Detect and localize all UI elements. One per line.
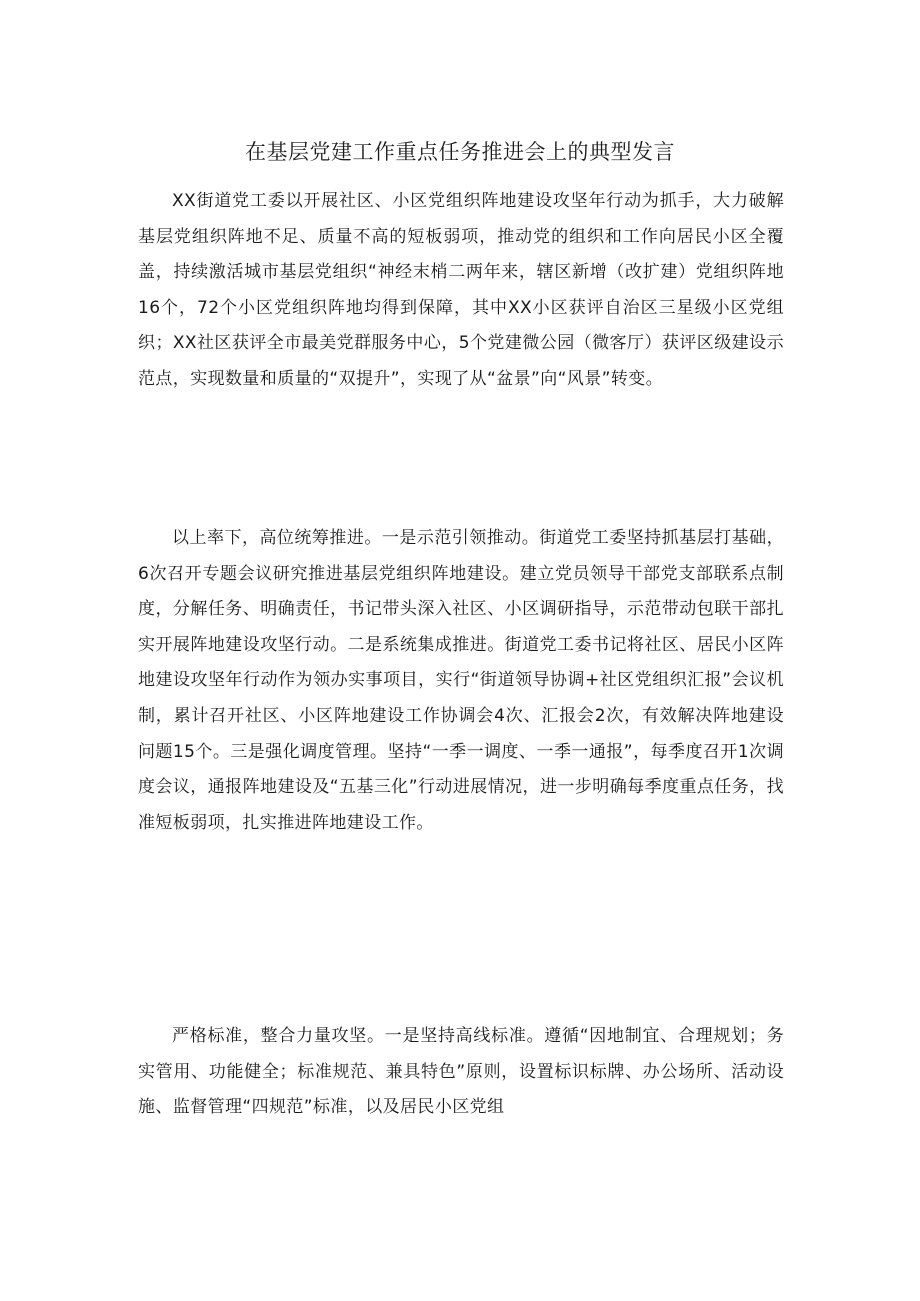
paragraph-intro: XX街道党工委以开展社区、小区党组织阵地建设攻坚年行动为抓手，大力破解基层党组织阵地不足、质量不高的短板弱项，推动党的组织和工作向居民小区全覆盖，持续激活城市基层党组织“神经末梢二两年来，辖区新增（改扩建）党组织阵地16个，72个小区党组织阵地均得到保障，其中XX小区获评自治区三星级小区党组织；XX社区获评全市最美党群服务中心，5个党建微公园（微客厅）获评区级建设示范点，实现数量和质量的“双提升”，实现了从“盆景”向“风景”转变。 — [138, 191, 784, 389]
document-title: 在基层党建工作重点任务推进会上的典型发言 — [245, 140, 675, 164]
paragraph-leadership: 以上率下，高位统筹推进。一是示范引领推动。街道党工委坚持抓基层打基础，6次召开专题会议研究推进基层党组织阵地建设。建立党员领导干部党支部联系点制度，分解任务、明确责任，书记带头深入社区、小区调研指导，示范带动包联干部扎实开展阵地建设攻坚行动。二是系统集成推进。街道党工委书记将社区、居民小区阵地建设攻坚年行动作为领办实事项目，实行“街道领导协调+社区党组织汇报”会议机制，累计召开社区、小区阵地建设工作协调会4次、汇报会2次，有效解决阵地建设问题15个。三是强化调度管理。坚持“一季一调度、一季一通报”，每季度召开1次调度会议，通报阵地建设及“五基三化”行动进展情况，进一步明确每季度重点任务，找准短板弱项，扎实推进阵地建设工作。 — [138, 528, 784, 833]
paragraph-standards: 严格标准，整合力量攻坚。一是坚持高线标准。遵循“因地制宜、合理规划；务实管用、功能健全；标准规范、兼具特色”原则，设置标识标牌、办公场所、活动设施、监督管理“四规范”标准，以及居民小区党组 — [138, 1026, 784, 1118]
